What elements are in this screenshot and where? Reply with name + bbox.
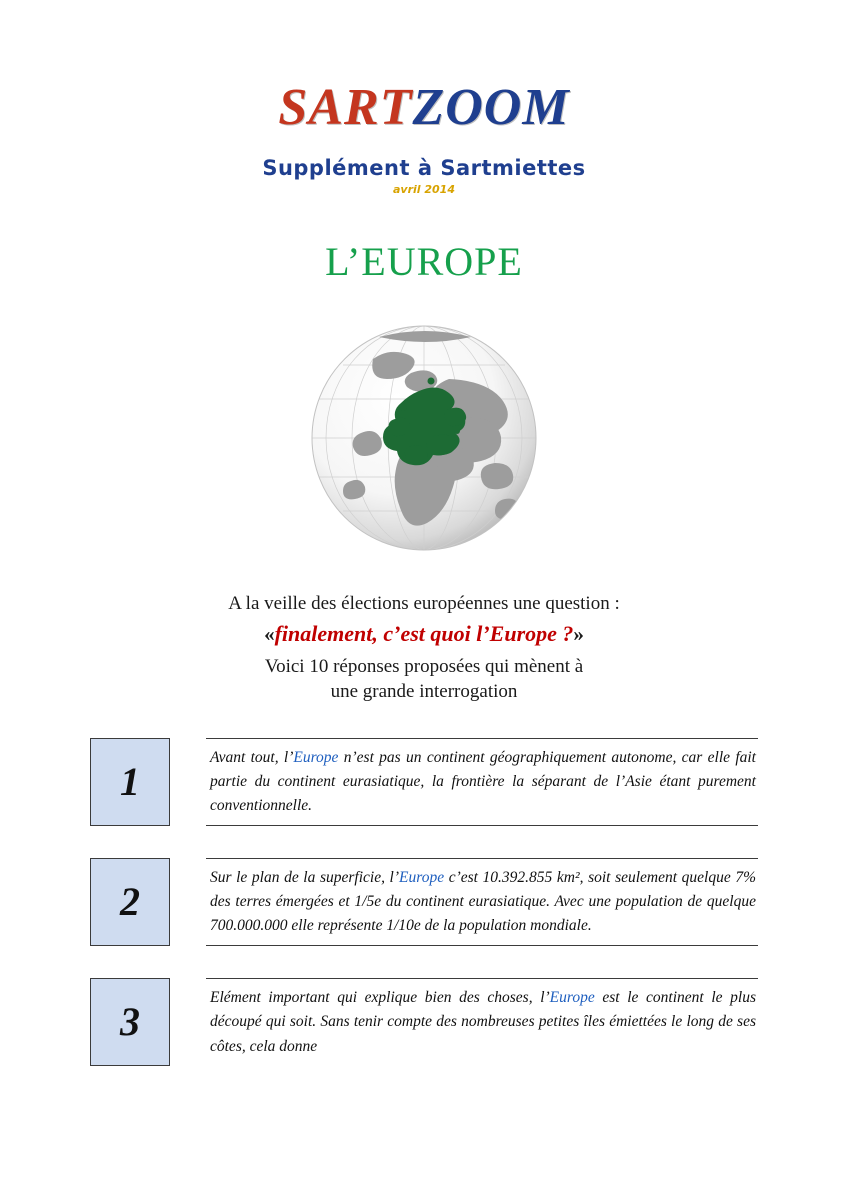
item-text-box	[206, 978, 758, 1065]
publication-logo	[0, 79, 848, 136]
item-text-box	[206, 858, 758, 946]
europe-highlight: Europe	[399, 869, 445, 887]
item-number: 1	[120, 759, 140, 805]
intro-line-4: une grande interrogation	[330, 680, 518, 702]
item-number: 2	[120, 879, 140, 925]
issue-date: avril 2014	[392, 183, 455, 196]
item-text-before: Avant tout, l’	[210, 749, 294, 767]
item-number: 3	[120, 998, 140, 1044]
page-title: L’EUROPE	[325, 239, 523, 284]
list-item	[90, 738, 758, 826]
globe-europe-highlighted-icon	[299, 313, 549, 563]
quote-text: finalement, c’est quoi l’Europe ?	[274, 621, 574, 646]
list-item	[90, 858, 758, 946]
quote-open: «	[264, 622, 275, 646]
masthead	[0, 79, 848, 196]
europe-highlight: Europe	[293, 749, 339, 767]
list-item	[90, 978, 758, 1065]
quote-close: »	[573, 622, 584, 646]
illustration-container	[0, 313, 848, 563]
numbered-items-list	[90, 738, 758, 1065]
item-text-box	[206, 738, 758, 826]
intro-question	[0, 621, 848, 647]
logo-part-zoom: ZOOM	[412, 79, 570, 136]
item-paragraph	[210, 866, 756, 938]
item-paragraph	[210, 746, 756, 818]
intro-line-3: Voici 10 réponses proposées qui mènent à	[264, 656, 584, 677]
intro-block	[0, 593, 848, 704]
logo-part-sart: SART	[278, 79, 413, 136]
item-text-after: est le continent le plus découpé qui soit. Sans tenir compte des nombreuses petites îles émiettées le long de ses côtes, cela donne	[210, 989, 756, 1055]
intro-line-1: A la veille des élections européennes une question :	[228, 593, 620, 614]
item-text-after: c’est 10.392.855 km², soit seulement quelque 7% des terres émergées et 1/5e du continent eurasiatique. Avec une population de quelque 700.000.000 elle représente 1/10e de la population mondiale.	[210, 869, 756, 935]
item-paragraph	[210, 986, 756, 1058]
item-number-box	[90, 858, 170, 946]
publication-subtitle: Supplément à Sartmiettes	[262, 156, 586, 180]
item-number-box	[90, 978, 170, 1065]
item-text-after: n’est pas un continent géographiquement autonome, car elle fait partie du continent eurasiatique, la frontière la séparant de l’Asie étant purement conventionnelle.	[210, 749, 756, 815]
item-text-before: Sur le plan de la superficie, l’	[210, 869, 400, 887]
item-number-box	[90, 738, 170, 826]
europe-highlight: Europe	[549, 989, 595, 1007]
item-text-before: Elément important qui explique bien des choses, l’	[210, 989, 550, 1007]
